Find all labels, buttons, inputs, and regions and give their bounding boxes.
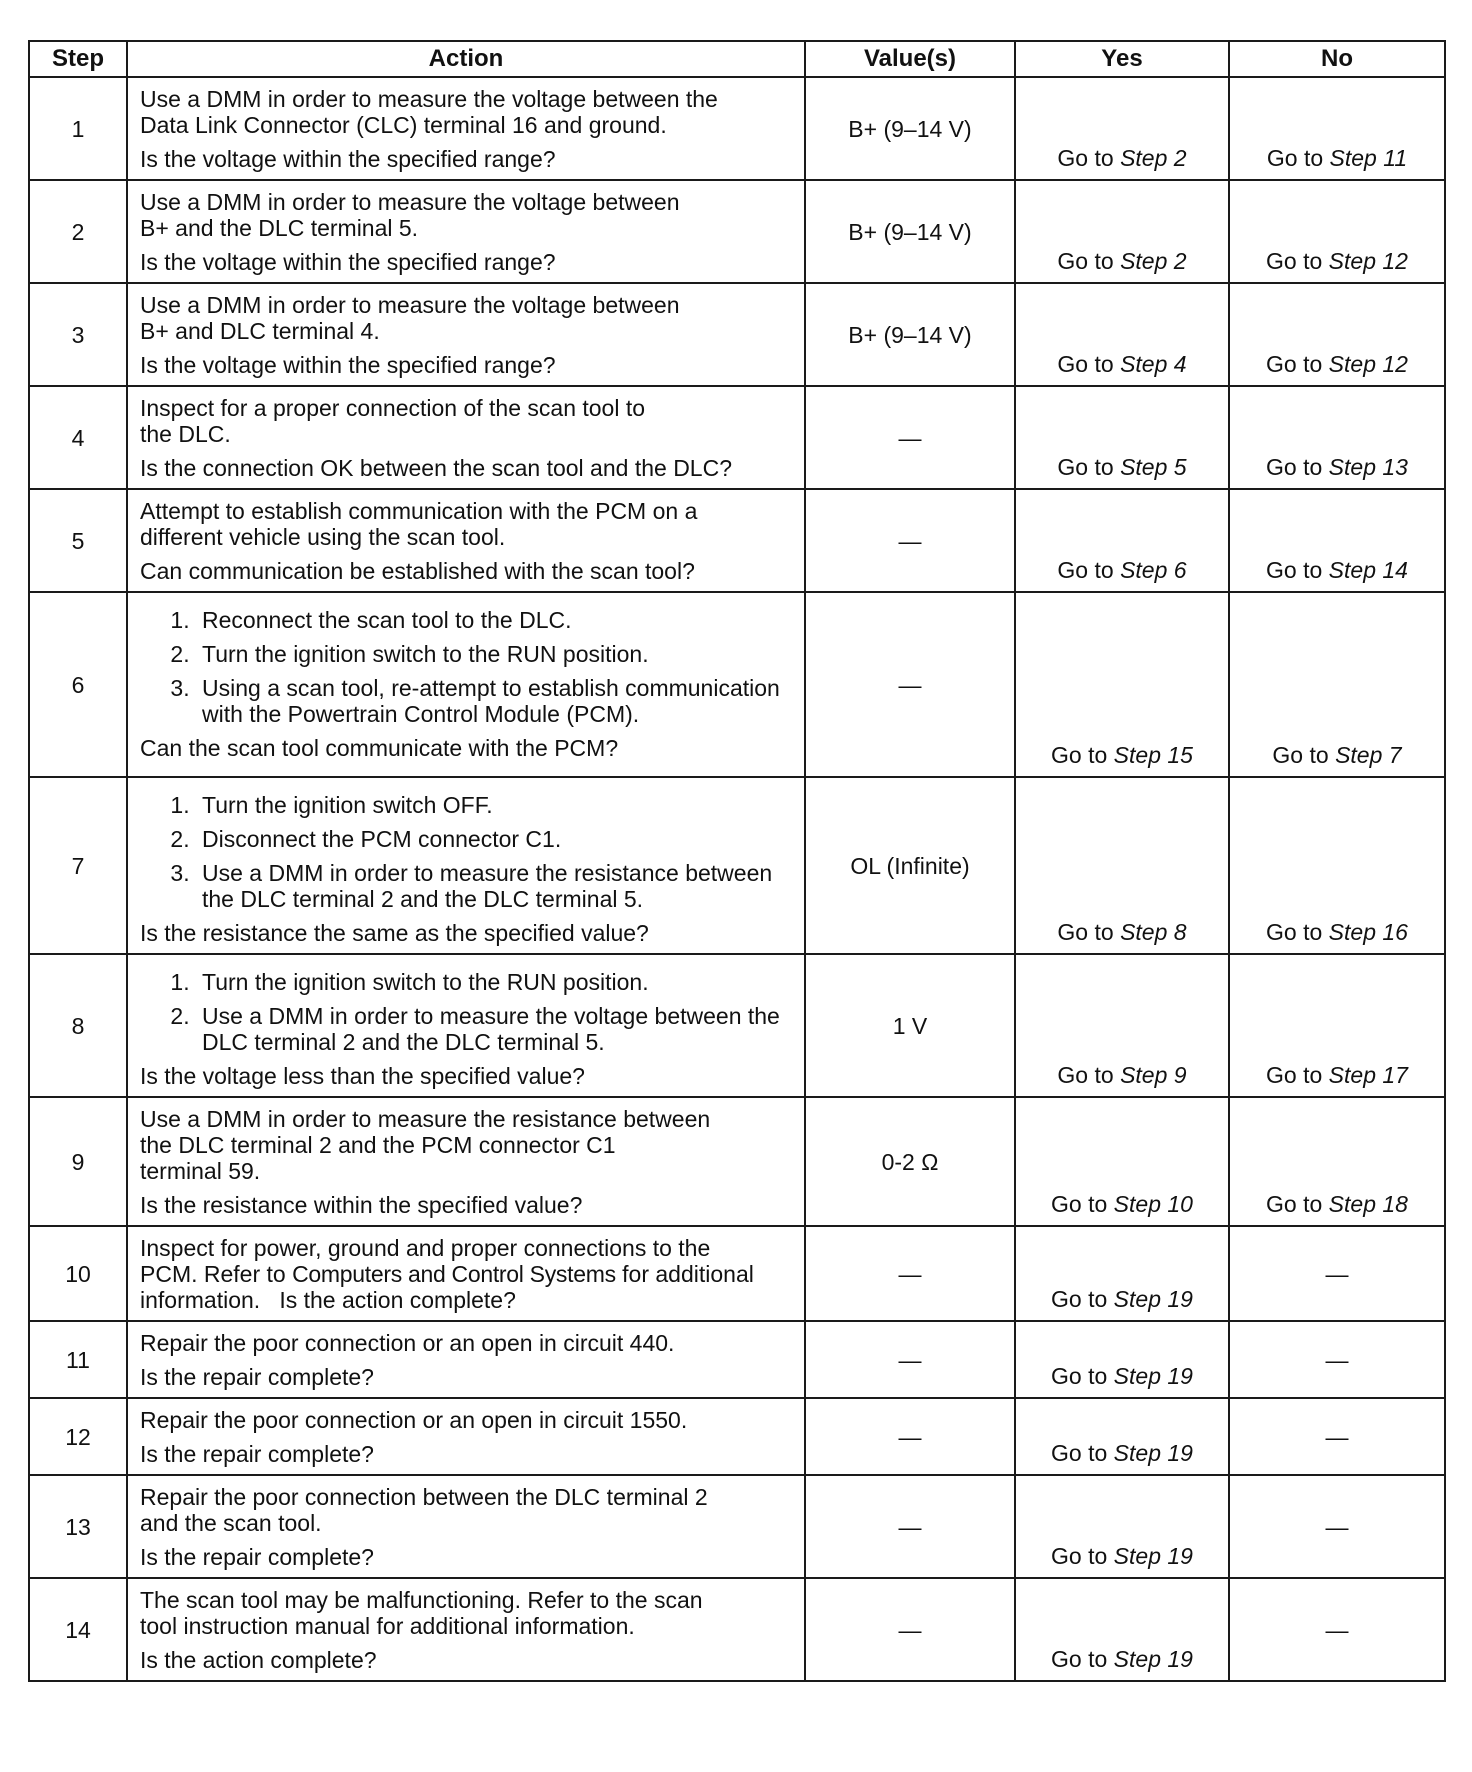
diagnostic-table xyxy=(28,40,1446,1682)
action-line xyxy=(140,1287,796,1313)
action-list-item: 1. Turn the ignition switch OFF. xyxy=(196,792,796,818)
no-prefix: Go to xyxy=(1266,454,1323,480)
value-cell: — xyxy=(805,592,1015,777)
no-step-link[interactable]: Step 17 xyxy=(1328,1062,1408,1088)
step-number: 2 xyxy=(29,180,127,283)
action-question: Is the connection OK between the scan tool and the DLC? xyxy=(140,455,732,481)
no-prefix: Go to xyxy=(1272,742,1329,768)
yes-prefix: Go to xyxy=(1051,1191,1108,1217)
step-number: 12 xyxy=(29,1398,127,1475)
yes-step-link[interactable]: Step 19 xyxy=(1113,1440,1193,1466)
no-cell xyxy=(1229,1097,1445,1226)
action-question: Is the voltage within the specified range? xyxy=(140,146,556,172)
action-cell xyxy=(127,1097,805,1226)
yes-step-link[interactable]: Step 9 xyxy=(1120,1062,1187,1088)
no-cell xyxy=(1229,777,1445,954)
yes-prefix: Go to xyxy=(1057,1062,1114,1088)
value-cell: 0-2 Ω xyxy=(805,1097,1015,1226)
step-number: 1 xyxy=(29,77,127,180)
step-number: 10 xyxy=(29,1226,127,1321)
no-prefix: Go to xyxy=(1266,351,1323,377)
table-row xyxy=(29,180,1445,283)
yes-step-link[interactable]: Step 8 xyxy=(1120,919,1187,945)
value-cell: — xyxy=(805,1398,1015,1475)
no-cell xyxy=(1229,489,1445,592)
no-prefix: Go to xyxy=(1266,1062,1323,1088)
no-cell: — xyxy=(1229,1475,1445,1578)
action-steps-list xyxy=(140,969,796,1055)
action-cell xyxy=(127,777,805,954)
table-header-row xyxy=(29,41,1445,77)
action-list-item: 2. Turn the ignition switch to the RUN position. xyxy=(196,641,796,667)
action-line: Inspect for a proper connection of the scan tool to xyxy=(140,395,646,421)
no-step-link[interactable]: Step 18 xyxy=(1328,1191,1408,1217)
action-line: Repair the poor connection or an open in circuit 440. xyxy=(140,1330,675,1356)
step-number: 5 xyxy=(29,489,127,592)
action-list-item: 2. Use a DMM in order to measure the voltage between the DLC terminal 2 and the DLC terminal 5. xyxy=(196,1003,796,1055)
yes-cell xyxy=(1015,1578,1229,1681)
no-step-link[interactable]: Step 7 xyxy=(1335,742,1402,768)
table-row xyxy=(29,489,1445,592)
yes-step-link[interactable]: Step 6 xyxy=(1120,557,1187,583)
action-question: Can communication be established with the scan tool? xyxy=(140,558,695,584)
diagnostic-table-sheet xyxy=(28,40,1444,1682)
action-cell xyxy=(127,1321,805,1398)
table-row xyxy=(29,1097,1445,1226)
no-cell: — xyxy=(1229,1578,1445,1681)
step-number: 14 xyxy=(29,1578,127,1681)
action-line xyxy=(140,1261,796,1287)
no-prefix: Go to xyxy=(1266,1191,1323,1217)
yes-step-link[interactable]: Step 15 xyxy=(1113,742,1193,768)
action-line: Use a DMM in order to measure the voltage between xyxy=(140,292,680,318)
yes-cell xyxy=(1015,77,1229,180)
value-cell: B+ (9–14 V) xyxy=(805,180,1015,283)
step-number: 6 xyxy=(29,592,127,777)
action-line: Repair the poor connection or an open in circuit 1550. xyxy=(140,1407,688,1433)
yes-cell xyxy=(1015,954,1229,1097)
step-number: 11 xyxy=(29,1321,127,1398)
action-question: Is the action complete? xyxy=(140,1647,377,1673)
table-row xyxy=(29,1226,1445,1321)
action-cell xyxy=(127,180,805,283)
action-cell xyxy=(127,283,805,386)
yes-prefix: Go to xyxy=(1057,454,1114,480)
no-step-link[interactable]: Step 14 xyxy=(1328,557,1408,583)
header-action: Action xyxy=(127,41,805,77)
action-text: information. xyxy=(140,1287,261,1313)
yes-cell xyxy=(1015,1475,1229,1578)
table-row xyxy=(29,77,1445,180)
yes-prefix: Go to xyxy=(1057,351,1114,377)
value-cell: — xyxy=(805,1321,1015,1398)
action-question: Is the voltage within the specified range? xyxy=(140,352,556,378)
no-step-link[interactable]: Step 11 xyxy=(1329,145,1408,171)
action-question: Is the voltage within the specified range? xyxy=(140,249,556,275)
action-text: PCM. Refer to xyxy=(140,1261,286,1287)
action-line: Use a DMM in order to measure the resistance between xyxy=(140,1106,711,1132)
yes-cell xyxy=(1015,1321,1229,1398)
action-line: B+ and the DLC terminal 5. xyxy=(140,215,419,241)
action-list-item: 1. Reconnect the scan tool to the DLC. xyxy=(196,607,796,633)
action-line: the DLC. xyxy=(140,421,231,447)
yes-cell xyxy=(1015,1097,1229,1226)
yes-prefix: Go to xyxy=(1057,557,1114,583)
action-question: Is the repair complete? xyxy=(140,1544,374,1570)
action-list-item: 2. Disconnect the PCM connector C1. xyxy=(196,826,796,852)
no-cell xyxy=(1229,180,1445,283)
action-line: and the scan tool. xyxy=(140,1510,322,1536)
value-cell: B+ (9–14 V) xyxy=(805,283,1015,386)
action-cell xyxy=(127,1475,805,1578)
header-values: Value(s) xyxy=(805,41,1015,77)
yes-cell xyxy=(1015,489,1229,592)
yes-prefix: Go to xyxy=(1051,1286,1108,1312)
action-line: Use a DMM in order to measure the voltage between xyxy=(140,189,680,215)
yes-step-link[interactable]: Step 19 xyxy=(1113,1646,1193,1672)
step-number: 7 xyxy=(29,777,127,954)
action-steps-list xyxy=(140,792,796,912)
action-cell xyxy=(127,386,805,489)
yes-prefix: Go to xyxy=(1051,742,1108,768)
yes-prefix: Go to xyxy=(1057,248,1114,274)
yes-cell xyxy=(1015,283,1229,386)
header-yes: Yes xyxy=(1015,41,1229,77)
yes-step-link[interactable]: Step 2 xyxy=(1120,145,1187,171)
step-number: 3 xyxy=(29,283,127,386)
table-row xyxy=(29,1398,1445,1475)
yes-cell xyxy=(1015,180,1229,283)
value-cell: — xyxy=(805,1578,1015,1681)
action-steps-list xyxy=(140,607,796,727)
manual-reference-link[interactable]: Computers and Control Systems xyxy=(292,1261,616,1287)
value-cell: — xyxy=(805,1226,1015,1321)
table-row xyxy=(29,1321,1445,1398)
action-line: Repair the poor connection between the DLC terminal 2 xyxy=(140,1484,708,1510)
action-question: Can the scan tool communicate with the PCM? xyxy=(140,735,619,761)
action-list-item: 3. Use a DMM in order to measure the resistance between the DLC terminal 2 and the DLC terminal 5. xyxy=(196,860,796,912)
value-cell: 1 V xyxy=(805,954,1015,1097)
action-question: Is the repair complete? xyxy=(140,1364,374,1390)
table-row xyxy=(29,283,1445,386)
step-number: 13 xyxy=(29,1475,127,1578)
table-row xyxy=(29,1475,1445,1578)
yes-prefix: Go to xyxy=(1051,1440,1108,1466)
action-cell xyxy=(127,1226,805,1321)
action-line: Use a DMM in order to measure the voltage between the xyxy=(140,86,718,112)
action-cell xyxy=(127,1398,805,1475)
no-cell: — xyxy=(1229,1226,1445,1321)
yes-cell xyxy=(1015,1398,1229,1475)
yes-prefix: Go to xyxy=(1051,1646,1108,1672)
header-no: No xyxy=(1229,41,1445,77)
action-line: different vehicle using the scan tool. xyxy=(140,524,506,550)
no-prefix: Go to xyxy=(1266,145,1324,171)
no-cell xyxy=(1229,592,1445,777)
no-step-link[interactable]: Step 12 xyxy=(1328,351,1408,377)
action-line: terminal 59. xyxy=(140,1158,261,1184)
yes-cell xyxy=(1015,386,1229,489)
action-question: Is the voltage less than the specified value? xyxy=(140,1063,585,1089)
action-line: B+ and DLC terminal 4. xyxy=(140,318,380,344)
step-number: 8 xyxy=(29,954,127,1097)
table-row xyxy=(29,386,1445,489)
no-step-link[interactable]: Step 16 xyxy=(1328,919,1408,945)
table-row xyxy=(29,1578,1445,1681)
value-cell: — xyxy=(805,1475,1015,1578)
header-step: Step xyxy=(29,41,127,77)
yes-step-link[interactable]: Step 5 xyxy=(1120,454,1187,480)
action-line: Attempt to establish communication with the PCM on a xyxy=(140,498,698,524)
no-cell: — xyxy=(1229,1321,1445,1398)
yes-prefix: Go to xyxy=(1051,1543,1108,1569)
step-number: 9 xyxy=(29,1097,127,1226)
action-list-item: 1. Turn the ignition switch to the RUN position. xyxy=(196,969,796,995)
table-row xyxy=(29,592,1445,777)
no-cell: — xyxy=(1229,1398,1445,1475)
value-cell: OL (Infinite) xyxy=(805,777,1015,954)
action-line: Inspect for power, ground and proper connections to the xyxy=(140,1235,711,1261)
action-cell xyxy=(127,77,805,180)
yes-step-link[interactable]: Step 19 xyxy=(1113,1286,1193,1312)
yes-cell xyxy=(1015,777,1229,954)
action-cell xyxy=(127,954,805,1097)
no-cell xyxy=(1229,954,1445,1097)
yes-step-link[interactable]: Step 10 xyxy=(1113,1191,1193,1217)
yes-step-link[interactable]: Step 4 xyxy=(1120,351,1187,377)
no-cell xyxy=(1229,386,1445,489)
no-step-link[interactable]: Step 12 xyxy=(1328,248,1408,274)
action-question: Is the resistance within the specified value? xyxy=(140,1192,583,1218)
yes-step-link[interactable]: Step 2 xyxy=(1120,248,1187,274)
yes-step-link[interactable]: Step 19 xyxy=(1113,1543,1193,1569)
step-number: 4 xyxy=(29,386,127,489)
action-list-item: 3. Using a scan tool, re-attempt to establish communication with the Powertrain Control Module (PCM). xyxy=(196,675,796,727)
action-cell xyxy=(127,1578,805,1681)
yes-step-link[interactable]: Step 19 xyxy=(1113,1363,1193,1389)
yes-prefix: Go to xyxy=(1057,145,1114,171)
table-body xyxy=(29,77,1445,1681)
yes-cell xyxy=(1015,592,1229,777)
value-cell: B+ (9–14 V) xyxy=(805,77,1015,180)
action-line: tool instruction manual for additional information. xyxy=(140,1613,635,1639)
yes-prefix: Go to xyxy=(1057,919,1114,945)
action-line: The scan tool may be malfunctioning. Refer to the scan xyxy=(140,1587,703,1613)
action-line: the DLC terminal 2 and the PCM connector C1 xyxy=(140,1132,616,1158)
action-line: Data Link Connector (CLC) terminal 16 and ground. xyxy=(140,112,667,138)
no-cell xyxy=(1229,283,1445,386)
action-question: Is the resistance the same as the specified value? xyxy=(140,920,649,946)
no-cell xyxy=(1229,77,1445,180)
table-row xyxy=(29,777,1445,954)
value-cell: — xyxy=(805,386,1015,489)
action-question: Is the action complete? xyxy=(279,1287,516,1313)
action-cell xyxy=(127,592,805,777)
yes-cell xyxy=(1015,1226,1229,1321)
action-cell xyxy=(127,489,805,592)
no-prefix: Go to xyxy=(1266,248,1323,274)
value-cell: — xyxy=(805,489,1015,592)
no-prefix: Go to xyxy=(1266,919,1323,945)
action-text: for additional xyxy=(622,1261,754,1287)
action-question: Is the repair complete? xyxy=(140,1441,374,1467)
no-step-link[interactable]: Step 13 xyxy=(1328,454,1408,480)
yes-prefix: Go to xyxy=(1051,1363,1108,1389)
no-prefix: Go to xyxy=(1266,557,1323,583)
table-row xyxy=(29,954,1445,1097)
